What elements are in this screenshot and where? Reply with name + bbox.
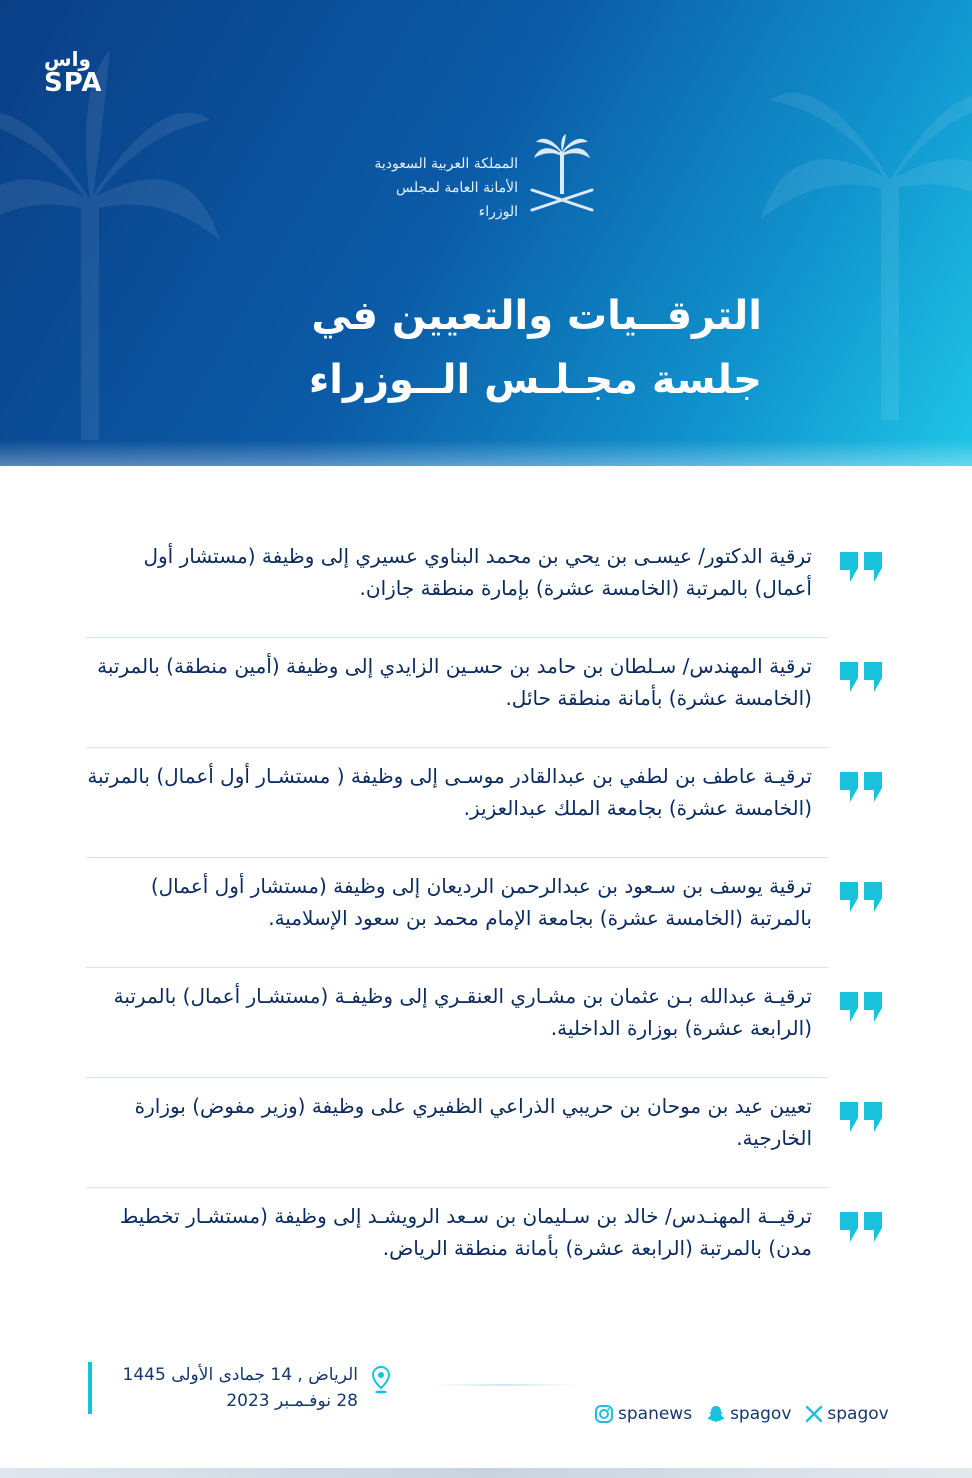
social-handle: spagov	[827, 1404, 889, 1424]
palm-watermark-right	[760, 20, 972, 440]
list-item	[82, 858, 888, 968]
list-item-text: ترقية يوسف بن سـعود بن عبدالرحمن الرديعان إلى وظيفة (مستشار أول أعمال) بالمرتبة (الخامسة عشرة) بجامعة الإمام محمد بن سعود الإسلامية.	[150, 874, 812, 930]
spa-logo	[44, 48, 118, 98]
list-item-text: ترقية المهندس/ سـلطان بن حامد بن حسـين الزايدي إلى وظيفة (أمين منطقة) بالمرتبة (الخامسة عشرة) بأمانة منطقة حائل.	[97, 654, 812, 710]
footer-divider	[430, 1384, 580, 1386]
quote-icon	[838, 988, 886, 1024]
social-links	[594, 1402, 894, 1426]
list-item-text: ترقيــة المهنـدس/ خالد بن سـليمان بن سـعد الرويشـد إلى وظيفة (مستشـار تخطيط مدن) بالمرتبة (الرابعة عشرة) بأمانة منطقة الرياض.	[119, 1204, 812, 1260]
page-title: الترقــيات والتعيين في جلسة مجـلـس الــوزراء	[308, 293, 762, 403]
quote-icon	[838, 768, 886, 804]
quote-icon	[838, 548, 886, 584]
announcement-list	[82, 528, 888, 1298]
list-item	[82, 1188, 888, 1298]
snapchat-icon	[706, 1404, 726, 1424]
x-icon	[805, 1405, 823, 1423]
list-item-text: ترقية الدكتور/ عيسـى بن يحي بن محمد البناوي عسيري إلى وظيفة (مستشار أول أعمال) بالمرتبة (الخامسة عشرة) بإمارة منطقة جازان.	[143, 544, 812, 600]
list-item-text: ترقيـة عاطف بن لطفي بن عبدالقادر موسـى إلى وظيفة ( مستشـار أول أعمال) بالمرتبة (الخامسة عشرة) بجامعة الملك عبدالعزيز.	[87, 764, 812, 820]
location-pin-icon	[372, 1366, 390, 1394]
instagram-icon	[594, 1404, 614, 1424]
emblem-caption-line1: المملكة العربية السعودية	[374, 156, 518, 172]
quote-icon	[838, 1208, 886, 1244]
spa-logo-arabic: واس	[44, 47, 91, 71]
social-handle: spanews	[618, 1404, 693, 1424]
footer-date	[88, 1362, 358, 1414]
palm-watermark-left	[0, 40, 220, 460]
header-banner	[0, 0, 972, 466]
list-item	[82, 638, 888, 748]
list-item	[82, 968, 888, 1078]
list-item-text: ترقيـة عبدالله بـن عثمان بن مشـاري العنقـري إلى وظيفـة (مستشـار أعمال) بالمرتبة (الرابعة عشرة) بوزارة الداخلية.	[113, 984, 812, 1040]
bottom-bar	[0, 1468, 972, 1478]
spa-logo-latin: SPA	[44, 68, 103, 98]
social-snapchat[interactable]	[706, 1404, 791, 1424]
header-fade	[0, 440, 972, 520]
date-hijri: الرياض , 14 جمادى الأولى 1445	[122, 1365, 358, 1385]
social-x[interactable]	[805, 1404, 888, 1424]
list-item-text: تعيين عيد بن موحان بن حريبي الذراعي الظفيري على وظيفة (وزير مفوض) بوزارة الخارجية.	[134, 1094, 812, 1150]
social-instagram[interactable]	[594, 1404, 692, 1424]
list-item	[82, 528, 888, 638]
list-item	[82, 1078, 888, 1188]
emblem-caption	[372, 152, 518, 224]
date-gregorian: 28 نوفـمـبر 2023	[226, 1391, 358, 1411]
social-handle: spagov	[730, 1404, 792, 1424]
list-item	[82, 748, 888, 858]
quote-icon	[838, 1098, 886, 1134]
quote-icon	[838, 658, 886, 694]
emblem-caption-line2: الأمانة العامة لمجلس الوزراء	[395, 180, 518, 220]
quote-icon	[838, 878, 886, 914]
